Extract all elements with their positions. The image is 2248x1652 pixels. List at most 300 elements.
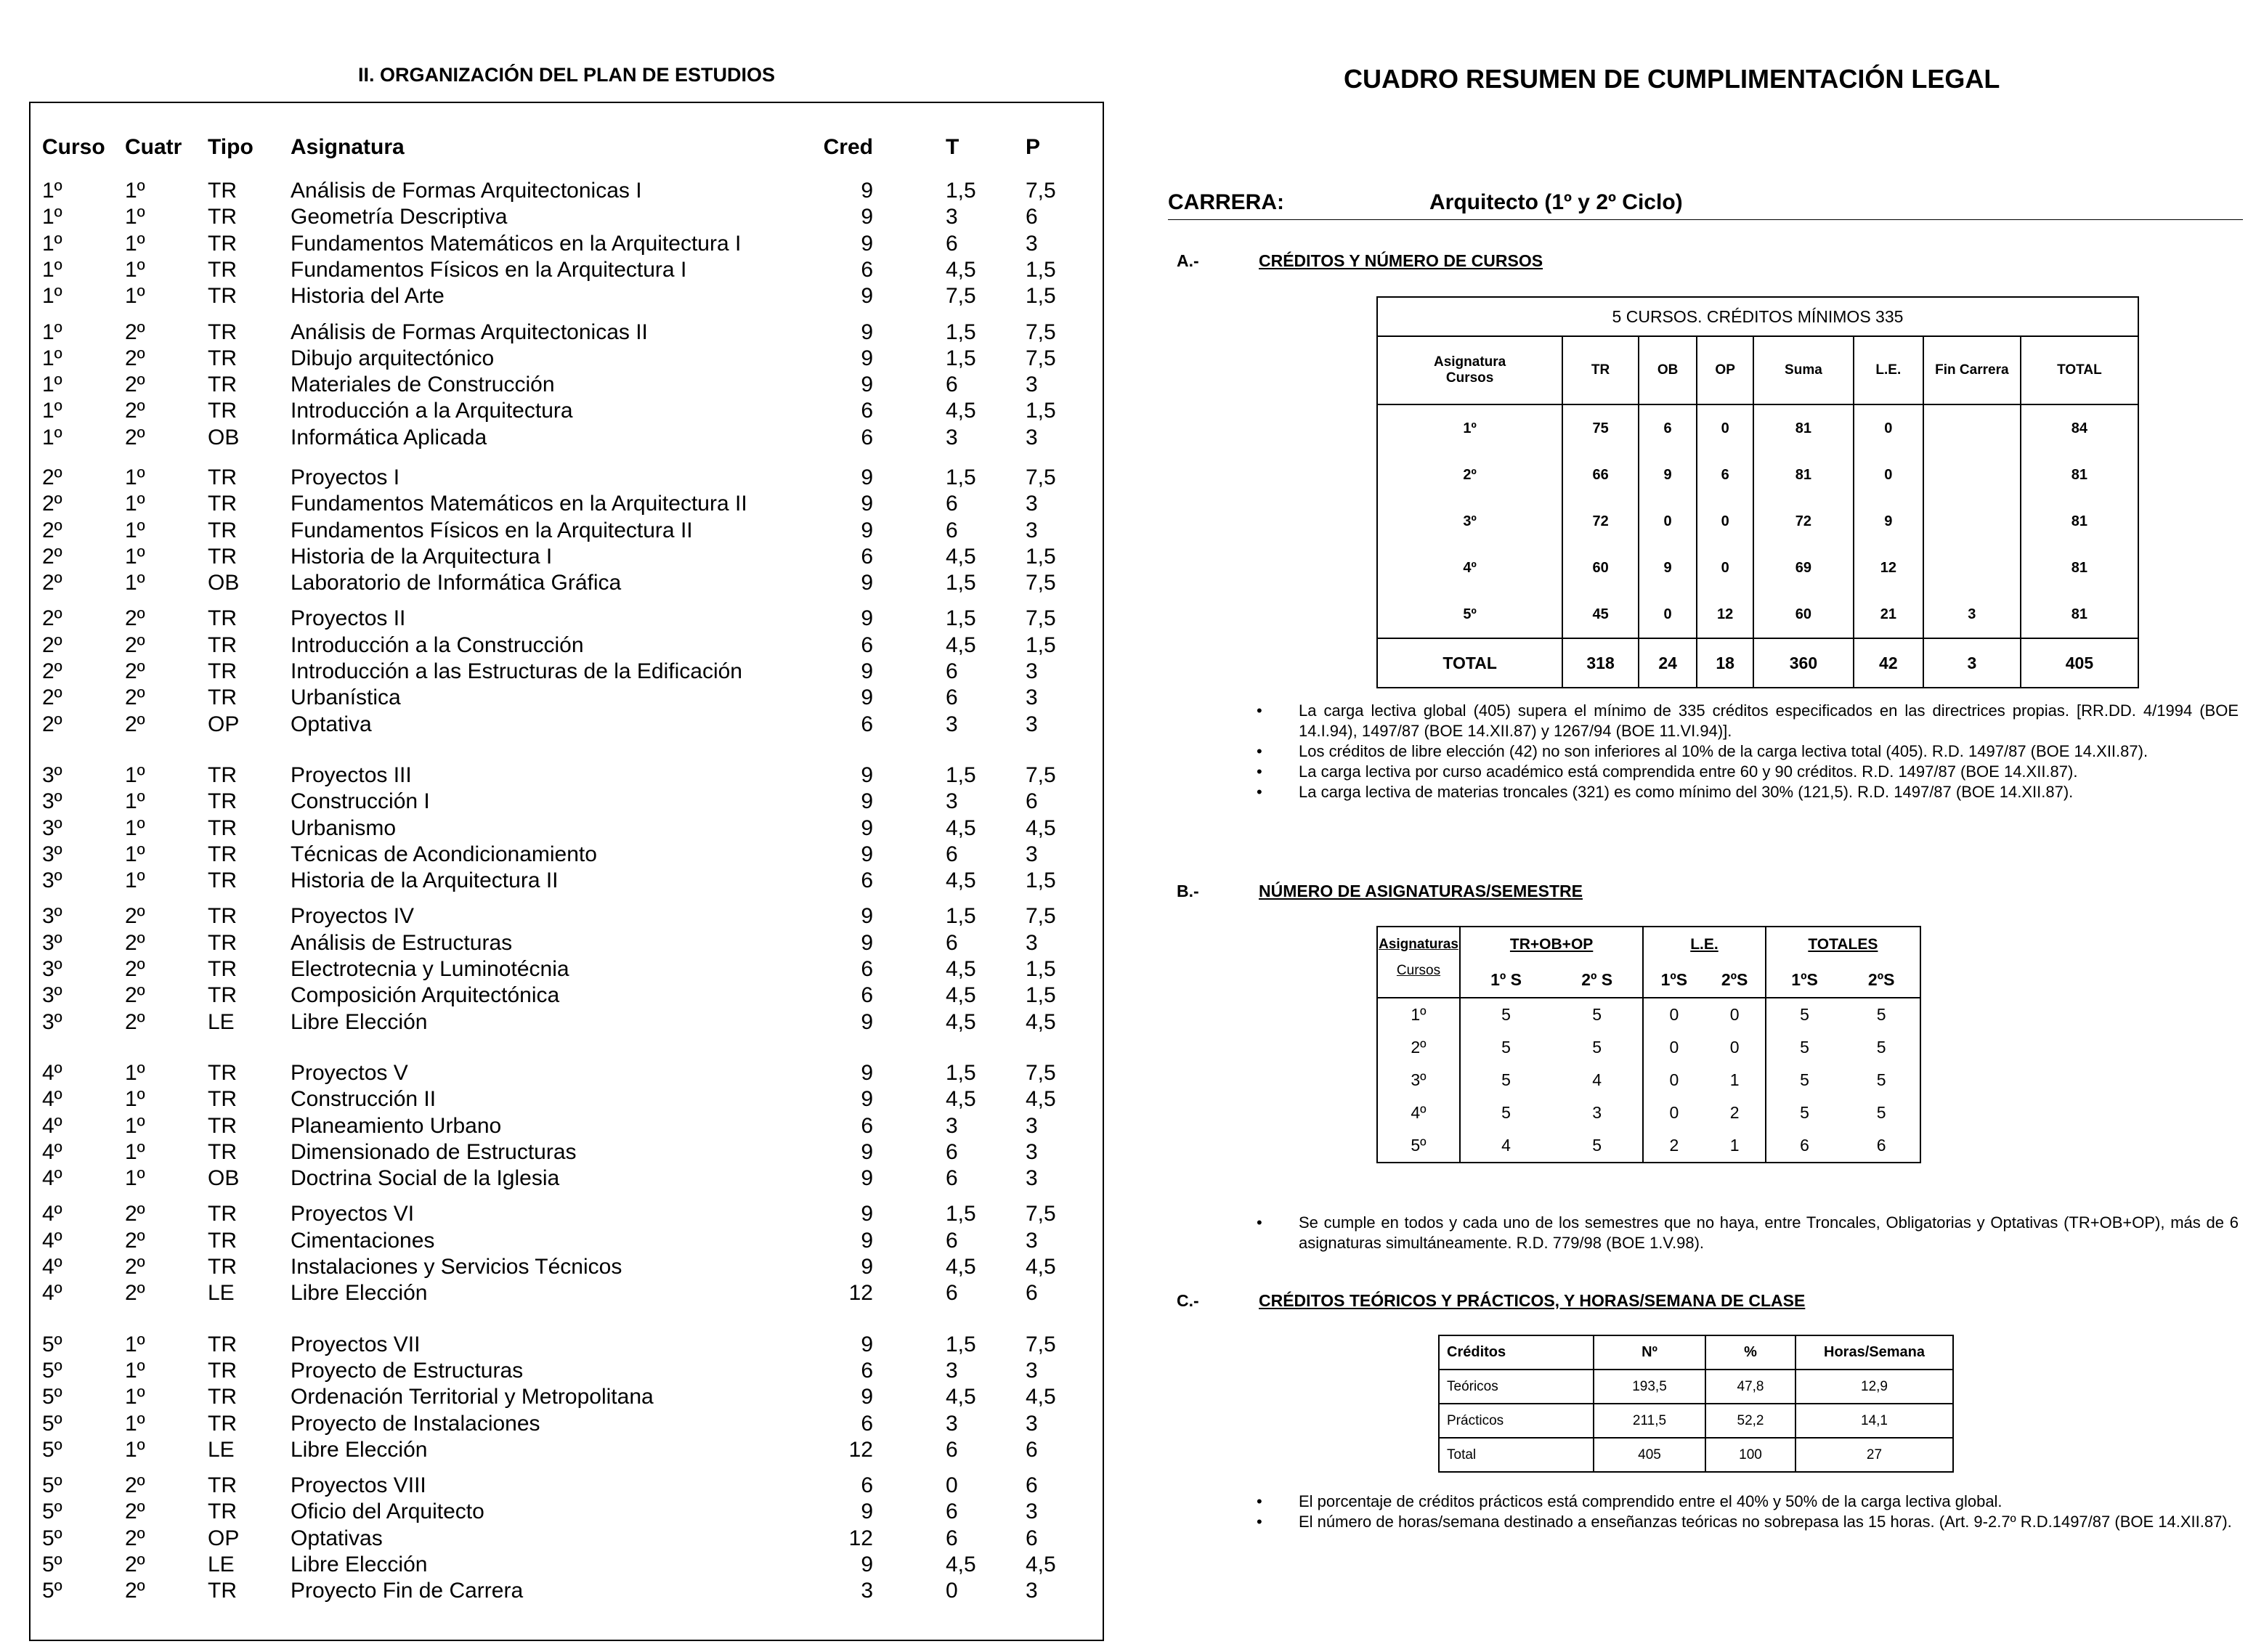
row-tipo: TR [208,492,237,516]
note-text: La carga lectiva global (405) supera el mínimo de 335 créditos especificados en las directrices propias. [RR.DD. 4/1994 (BOE 14.I.94), 1497/87 (BOE 14.XII.87) y 1267/94 (BOE 11.VI.94)]. [1299,701,2239,740]
row-tipo: LE [208,1553,235,1576]
row-p: 3 [1026,1579,1038,1603]
left-page-title: II. ORGANIZACIÓN DEL PLAN DE ESTUDIOS [357,64,776,86]
row-t: 4,5 [946,868,976,892]
row-t: 6 [946,685,958,709]
row-asignatura: Análisis de Formas Arquitectonicas II [291,320,648,344]
row-cred: 6 [861,1114,873,1138]
row-t: 1,5 [946,1061,976,1085]
row-t: 0 [946,1579,958,1603]
row-t: 6 [946,373,958,396]
note-item [1257,1512,2239,1532]
row-asignatura: Proyectos II [291,606,406,630]
credits-cell: 9 [1639,545,1697,591]
row-curso: 3º [42,957,62,981]
note-text: El porcentaje de créditos prácticos está comprendido entre el 40% y 50% de la carga lectiva global. [1299,1492,2002,1510]
credits-total-cell: 405 [2021,638,2138,688]
header-asignatura: Asignatura [291,135,405,159]
subjects-cell: 2 [1704,1096,1765,1129]
row-cred: 6 [861,868,873,892]
row-curso: 2º [42,465,62,489]
row-p: 7,5 [1026,346,1056,370]
row-asignatura: Introducción a las Estructuras de la Edificación [291,659,742,683]
row-asignatura: Proyecto de Instalaciones [291,1412,540,1436]
row-tipo: TR [208,1473,237,1497]
row-p: 6 [1026,1473,1038,1497]
row-p: 1,5 [1026,983,1056,1007]
row-cuatr: 1º [125,763,145,787]
credits-total-cell: 318 [1562,638,1639,688]
subjects-cell: 0 [1669,1005,1679,1024]
section-a-title: CRÉDITOS Y NÚMERO DE CURSOS [1259,251,1543,270]
credits-table-row [1377,404,2138,452]
row-curso: 2º [42,659,62,683]
row-tipo: OB [208,571,240,595]
row-tipo: LE [208,1438,235,1462]
row-cuatr: 2º [125,373,145,396]
sub-2s-b: 2ºS [1704,962,1765,998]
subjects-cell: 5 [1551,1129,1643,1163]
row-tipo: TR [208,868,237,892]
row-p: 7,5 [1026,1202,1056,1226]
row-t: 4,5 [946,1255,976,1279]
row-asignatura: Electrotecnia y Luminotécnia [291,957,569,981]
subjects-table-group-row [1377,927,1920,962]
row-cred: 9 [861,179,873,203]
theory-cell: Teóricos [1439,1370,1594,1404]
row-asignatura: Ordenación Territorial y Metropolitana [291,1385,654,1409]
row-cred: 9 [861,1229,873,1253]
row-t: 6 [946,931,958,955]
row-cred: 9 [861,1087,873,1111]
subjects-cell: 5 [1501,1103,1511,1122]
row-asignatura: Oficio del Arquitecto [291,1500,484,1523]
row-curso: 2º [42,571,62,595]
col-numero: Nº [1594,1335,1705,1370]
row-tipo: TR [208,346,237,370]
row-asignatura: Construcción II [291,1087,437,1111]
row-cuatr: 1º [125,1359,145,1383]
row-asignatura: Proyectos VII [291,1332,421,1356]
row-p: 1,5 [1026,868,1056,892]
row-cred: 9 [861,904,873,928]
section-a-letter: A.- [1177,251,1199,270]
credits-cell: 0 [1639,591,1697,638]
row-t: 6 [946,1500,958,1523]
col-creditos: Créditos [1439,1335,1594,1370]
corner-asignatura: Asignatura [1433,354,1506,370]
row-tipo: TR [208,1385,237,1409]
row-tipo: TR [208,1332,237,1356]
row-cred: 9 [861,1202,873,1226]
row-cuatr: 2º [125,1526,145,1550]
row-tipo: TR [208,518,237,542]
header-p: P [1026,135,1041,159]
note-text: La carga lectiva de materias troncales (321) es como mínimo del 30% (121,5). R.D. 1497/87 (BOE 14.XII.87). [1299,783,2074,801]
theory-cell: 12,9 [1795,1370,1953,1404]
subjects-cell: 2 [1643,1129,1704,1163]
row-tipo: TR [208,320,237,344]
theory-table-header-row [1439,1335,1953,1370]
credits-cell: 45 [1562,591,1639,638]
row-cuatr: 1º [125,518,145,542]
row-cred: 6 [861,633,873,657]
row-curso: 5º [42,1553,62,1576]
row-p: 7,5 [1026,179,1056,203]
sub-1s-c: 1ºS [1766,962,1843,998]
theory-table-body [1439,1370,1953,1472]
row-curso: 4º [42,1140,62,1164]
sub-1s-b: 1ºS [1643,962,1704,998]
row-curso: 1º [42,284,62,308]
credits-table-row [1377,498,2138,545]
subjects-cell: 5 [1843,1031,1920,1064]
row-tipo: TR [208,1359,237,1383]
row-cuatr: 1º [125,1385,145,1409]
subjects-table-body [1377,998,1920,1163]
row-p: 1,5 [1026,399,1056,423]
row-cred: 9 [861,789,873,813]
col-ob: OB [1639,336,1697,404]
row-curso: 1º [42,399,62,423]
bullet-icon: • [1257,701,1262,720]
row-curso: 5º [42,1526,62,1550]
note-item [1257,762,2239,782]
row-asignatura: Materiales de Construcción [291,373,555,396]
row-p: 3 [1026,492,1038,516]
row-t: 6 [946,1229,958,1253]
group-totales: TOTALES [1766,927,1920,962]
subjects-cell: 5 [1843,1096,1920,1129]
row-p: 7,5 [1026,763,1056,787]
row-asignatura: Urbanística [291,685,401,709]
section-b-notes [1257,1213,2239,1253]
subjects-cell: 5 [1800,1103,1809,1122]
row-tipo: LE [208,1281,235,1305]
credits-cell: 0 [1639,498,1697,545]
row-tipo: TR [208,373,237,396]
credits-table-body [1377,404,2138,638]
row-cuatr: 1º [125,816,145,840]
row-cred: 9 [861,1255,873,1279]
row-curso: 5º [42,1438,62,1462]
row-p: 6 [1026,205,1038,229]
row-cuatr: 2º [125,606,145,630]
subjects-table-row [1377,998,1920,1031]
row-cred: 12 [848,1438,873,1462]
row-cuatr: 1º [125,492,145,516]
row-cred: 9 [861,1332,873,1356]
study-plan-table [29,102,1104,1641]
row-p: 7,5 [1026,606,1056,630]
row-t: 4,5 [946,1087,976,1111]
row-cuatr: 2º [125,1579,145,1603]
row-curso: 5º [42,1412,62,1436]
row-p: 1,5 [1026,258,1056,282]
row-t: 3 [946,712,958,736]
subjects-cell: 5 [1501,1038,1511,1057]
row-asignatura: Historia de la Arquitectura II [291,868,559,892]
subjects-cell: 1º [1377,998,1460,1031]
credits-table-corner [1377,336,1562,404]
row-t: 1,5 [946,320,976,344]
credits-cell: 9 [1854,498,1923,545]
row-asignatura: Introducción a la Arquitectura [291,399,573,423]
credits-total-cell: 24 [1639,638,1697,688]
section-b-letter: B.- [1177,882,1199,900]
row-p: 7,5 [1026,571,1056,595]
row-t: 3 [946,426,958,449]
subjects-cell: 3 [1551,1096,1643,1129]
row-cred: 9 [861,931,873,955]
row-asignatura: Fundamentos Matemáticos en la Arquitectura I [291,232,742,256]
row-tipo: TR [208,957,237,981]
right-page-title: CUADRO RESUMEN DE CUMPLIMENTACIÓN LEGAL [1344,64,2000,94]
header-tipo: Tipo [208,135,253,159]
row-t: 6 [946,659,958,683]
credits-table-row [1377,545,2138,591]
row-curso: 5º [42,1359,62,1383]
row-tipo: TR [208,1500,237,1523]
bullet-icon: • [1257,762,1262,781]
row-t: 4,5 [946,957,976,981]
row-curso: 2º [42,545,62,569]
theory-cell: 14,1 [1795,1404,1953,1438]
row-curso: 1º [42,232,62,256]
row-t: 4,5 [946,1010,976,1034]
row-curso: 3º [42,904,62,928]
row-cred: 9 [861,685,873,709]
credits-cell: 75 [1562,404,1639,452]
row-curso: 2º [42,685,62,709]
row-t: 6 [946,1281,958,1305]
bullet-icon: • [1257,1213,1262,1232]
subjects-cell: 2º [1377,1031,1460,1064]
row-cuatr: 2º [125,1010,145,1034]
row-tipo: TR [208,763,237,787]
row-p: 4,5 [1026,1087,1056,1111]
credits-cell: 3º [1377,498,1562,545]
theory-cell: Prácticos [1439,1404,1594,1438]
credits-table-header-row [1377,336,2138,404]
row-t: 6 [946,518,958,542]
row-p: 3 [1026,1114,1038,1138]
subjects-cell: 0 [1669,1070,1679,1089]
row-tipo: TR [208,842,237,866]
row-cred: 6 [861,1412,873,1436]
row-tipo: TR [208,399,237,423]
credits-cell [1923,452,2021,498]
credits-cell: 6 [1639,404,1697,452]
credits-cell: 0 [1697,498,1753,545]
theory-practice-table [1438,1335,1954,1473]
subjects-cell: 5 [1800,1038,1809,1057]
theory-cell: 47,8 [1705,1370,1795,1404]
row-asignatura: Proyecto Fin de Carrera [291,1579,524,1603]
header-cred: Cred [823,135,873,159]
row-curso: 5º [42,1473,62,1497]
row-tipo: OP [208,1526,240,1550]
row-p: 4,5 [1026,816,1056,840]
row-asignatura: Geometría Descriptiva [291,205,508,229]
row-t: 4,5 [946,1385,976,1409]
subjects-cell: 1 [1704,1129,1765,1163]
row-asignatura: Proyectos I [291,465,400,489]
credits-cell: 69 [1753,545,1854,591]
row-curso: 3º [42,931,62,955]
row-asignatura: Composición Arquitectónica [291,983,560,1007]
group-trobop: TR+OB+OP [1460,927,1643,962]
row-t: 6 [946,232,958,256]
row-asignatura: Proyectos IV [291,904,415,928]
row-t: 6 [946,1526,958,1550]
credits-cell: 9 [1639,452,1697,498]
row-curso: 4º [42,1255,62,1279]
row-cuatr: 1º [125,545,145,569]
row-p: 7,5 [1026,465,1056,489]
section-a-notes [1257,701,2239,802]
row-cred: 6 [861,1473,873,1497]
bullet-icon: • [1257,783,1262,801]
row-t: 0 [946,1473,958,1497]
header-cuatr: Cuatr [125,135,182,159]
row-t: 4,5 [946,399,976,423]
row-asignatura: Dimensionado de Estructuras [291,1140,577,1164]
theory-cell: 405 [1594,1438,1705,1472]
credits-cell: 0 [1697,404,1753,452]
row-cred: 9 [861,205,873,229]
row-curso: 5º [42,1385,62,1409]
row-cuatr: 2º [125,1202,145,1226]
row-curso: 1º [42,205,62,229]
subjects-cell: 5 [1843,998,1920,1031]
row-asignatura: Libre Elección [291,1438,428,1462]
row-tipo: TR [208,1061,237,1085]
subjects-cell: 5 [1551,998,1643,1031]
row-t: 3 [946,1412,958,1436]
row-cuatr: 1º [125,284,145,308]
row-t: 1,5 [946,1202,976,1226]
row-curso: 1º [42,320,62,344]
row-cuatr: 2º [125,320,145,344]
row-cuatr: 2º [125,904,145,928]
row-cred: 9 [861,1500,873,1523]
note-item [1257,782,2239,802]
row-p: 6 [1026,789,1038,813]
row-p: 4,5 [1026,1553,1056,1576]
row-asignatura: Introducción a la Construcción [291,633,584,657]
row-asignatura: Optativas [291,1526,383,1550]
row-t: 3 [946,789,958,813]
row-p: 3 [1026,659,1038,683]
credits-cell: 0 [1854,404,1923,452]
row-asignatura: Informática Aplicada [291,426,487,449]
row-cuatr: 1º [125,868,145,892]
row-p: 7,5 [1026,1061,1056,1085]
row-curso: 3º [42,868,62,892]
row-cuatr: 1º [125,258,145,282]
row-t: 6 [946,1166,958,1190]
row-tipo: TR [208,633,237,657]
col-horas-semana: Horas/Semana [1795,1335,1953,1370]
row-tipo: TR [208,606,237,630]
row-cred: 9 [861,492,873,516]
row-asignatura: Dibujo arquitectónico [291,346,495,370]
col-op: OP [1697,336,1753,404]
row-cuatr: 2º [125,983,145,1007]
row-p: 3 [1026,685,1038,709]
row-cuatr: 1º [125,1332,145,1356]
credits-courses-table [1376,296,2139,688]
row-tipo: TR [208,1229,237,1253]
row-asignatura: Proyectos III [291,763,412,787]
note-item [1257,1492,2239,1512]
row-asignatura: Proyectos V [291,1061,408,1085]
credits-cell: 66 [1562,452,1639,498]
row-cuatr: 2º [125,1553,145,1576]
credits-cell: 81 [2021,591,2138,638]
row-tipo: TR [208,789,237,813]
subjects-cell: 5 [1800,1005,1809,1024]
theory-cell: 100 [1705,1438,1795,1472]
row-t: 4,5 [946,1553,976,1576]
row-p: 3 [1026,931,1038,955]
row-curso: 4º [42,1114,62,1138]
row-cred: 6 [861,957,873,981]
row-asignatura: Proyectos VI [291,1202,415,1226]
credits-cell: 2º [1377,452,1562,498]
row-cuatr: 2º [125,1281,145,1305]
note-text: Los créditos de libre elección (42) no son inferiores al 10% de la carga lectiva total (405). R.D. 1497/87 (BOE 14.XII.87). [1299,742,2148,760]
credits-cell: 81 [2021,498,2138,545]
row-curso: 2º [42,518,62,542]
row-t: 1,5 [946,904,976,928]
subjects-cell: 5 [1551,1031,1643,1064]
credits-cell: 6 [1697,452,1753,498]
row-asignatura: Construcción I [291,789,430,813]
credits-table-total-row [1377,638,2138,688]
row-curso: 1º [42,426,62,449]
subjects-table-row [1377,1129,1920,1163]
row-cred: 9 [861,1553,873,1576]
credits-table-caption: 5 CURSOS. CRÉDITOS MÍNIMOS 335 [1377,297,2138,336]
row-p: 3 [1026,426,1038,449]
row-tipo: TR [208,1412,237,1436]
row-cred: 9 [861,1061,873,1085]
row-p: 3 [1026,1140,1038,1164]
row-cred: 9 [861,1166,873,1190]
row-cred: 9 [861,346,873,370]
row-curso: 1º [42,258,62,282]
row-p: 3 [1026,842,1038,866]
row-asignatura: Fundamentos Físicos en la Arquitectura II [291,518,693,542]
row-t: 4,5 [946,633,976,657]
row-cred: 9 [861,373,873,396]
row-asignatura: Análisis de Estructuras [291,931,513,955]
row-cred: 9 [861,606,873,630]
row-p: 6 [1026,1281,1038,1305]
row-t: 1,5 [946,763,976,787]
credits-cell: 12 [1697,591,1753,638]
row-cred: 6 [861,983,873,1007]
row-tipo: TR [208,284,237,308]
subjects-cell: 5º [1377,1129,1460,1163]
row-asignatura: Planeamiento Urbano [291,1114,502,1138]
row-asignatura: Proyecto de Estructuras [291,1359,524,1383]
row-p: 7,5 [1026,320,1056,344]
row-cuatr: 1º [125,1412,145,1436]
row-t: 1,5 [946,1332,976,1356]
